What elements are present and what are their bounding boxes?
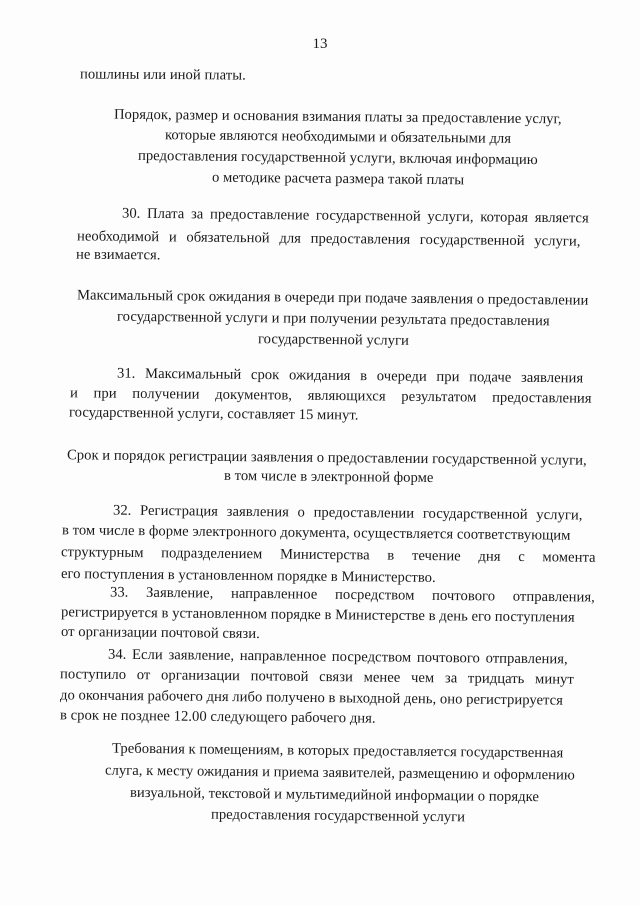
paragraph-33-line-2: регистрируется в установленном порядке в Министерстве в день его поступления xyxy=(60,604,575,626)
paragraph-30-line-3: не взимается. xyxy=(75,246,161,264)
section-heading-fee-line-2: которые являются необходимыми и обязательными для xyxy=(164,127,512,147)
paragraph-33-line-3: от организации почтовой связи. xyxy=(60,623,260,643)
section-heading-queue-line-3: государственной услуги xyxy=(257,331,409,349)
paragraph-33-line-1: 33. Заявление, направленное посредством почтового отправления, xyxy=(109,584,595,606)
section-heading-queue-line-1: Максимальный срок ожидания в очереди при подаче заявления о предоставлении xyxy=(76,287,589,309)
paragraph-30-line-2: необходимой и обязательной для предоставления государственной услуги, xyxy=(76,228,581,250)
section-heading-registration-line-2: в том числе в электронной форме xyxy=(223,467,434,487)
paragraph-32-line-4: его поступления в установленном порядке в Министерство. xyxy=(60,566,436,586)
paragraph-31-line-3: государственной услуги, составляет 15 минут. xyxy=(68,404,359,424)
paragraph-32-line-3: структурным подразделением Министерства в течение дня с момента xyxy=(60,544,596,566)
paragraph-30-line-1: 30. Плата за предоставление государственной услуги, которая является xyxy=(121,205,589,227)
section-heading-premises-line-4: предоставления государственной услуги xyxy=(210,806,466,826)
paragraph-34-line-4: в срок не позднее 12.00 следующего рабочего дня. xyxy=(59,707,376,727)
section-heading-premises-line-3: визуальной, текстовой и мультимедийной информации о порядке xyxy=(129,784,540,806)
section-heading-premises-line-1: Требования к помещениям, в которых предоставляется государственная xyxy=(111,740,564,762)
paragraph-31-line-2: и при получении документов, являющихся результатом предоставления xyxy=(69,385,592,407)
section-heading-queue-line-2: государственной услуги и при получении результата предоставления xyxy=(116,308,550,330)
paragraph-34-line-3: до окончания рабочего дня либо получено в выходной день, оно регистрируется xyxy=(59,687,564,709)
paragraph-32-line-2: в том числе в форме электронного документа, осуществляется соответствующим xyxy=(61,522,571,544)
section-heading-fee-line-3: предоставления государственной услуги, включая информацию xyxy=(137,147,538,169)
section-heading-fee-line-4: о методике расчета размера такой платы xyxy=(211,169,465,189)
section-heading-premises-line-2: слуга, к месту ожидания и приема заявителей, размещению и оформлению xyxy=(104,762,575,784)
continuation-line: пошлины или иной платы. xyxy=(79,66,246,84)
paragraph-34-line-2: поступило от организации почтовой связи менее чем за тридцать минут xyxy=(59,666,574,688)
section-heading-registration-line-1: Срок и порядок регистрации заявления о предоставлении государственной услуги, xyxy=(66,447,587,469)
section-heading-fee-line-1: Порядок, размер и основания взимания платы за предоставление услуг, xyxy=(113,106,562,128)
paragraph-31-line-1: 31. Максимальный срок ожидания в очереди при подаче заявления xyxy=(116,365,584,387)
paragraph-34-line-1: 34. Если заявление, направленное посредством почтового отправления, xyxy=(107,646,568,668)
paragraph-32-line-1: 32. Регистрация заявления о предоставлении государственной услуги, xyxy=(112,502,583,524)
page-number: 13 xyxy=(312,36,328,52)
